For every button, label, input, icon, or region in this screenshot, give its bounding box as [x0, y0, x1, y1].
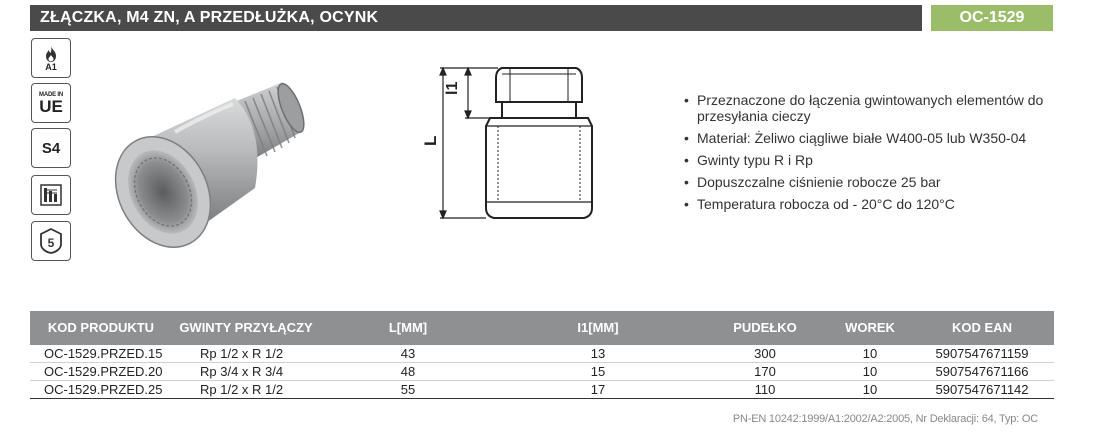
cell-ean: 5907547671142 [910, 381, 1054, 399]
feature-item: • Temperatura robocza od - 20°C do 120°C [684, 196, 1084, 212]
feature-item: • Przeznaczone do łączenia gwintowanych elementów do przesyłania cieczy [684, 92, 1084, 124]
five-label: 5 [47, 236, 55, 250]
table-header-row [30, 311, 1054, 345]
s4-badge [31, 128, 71, 168]
s4-label: S4 [41, 139, 61, 157]
fire-class-badge [31, 38, 71, 78]
technical-drawing [410, 60, 610, 230]
cell-box: 170 [700, 363, 830, 381]
dimension-l1-label: l1 [444, 81, 461, 95]
table-row [30, 345, 1054, 363]
header-length: L[MM] [320, 311, 496, 345]
made-in-label: MADE IN [39, 91, 63, 98]
gates-badge [31, 175, 71, 215]
feature-item: • Dopuszczalne ciśnienie robocze 25 bar [684, 174, 1084, 190]
fire-class-label: A1 [45, 61, 57, 72]
feature-list [684, 92, 1084, 218]
header-threads: GWINTY PRZYŁĄCZY [172, 311, 320, 345]
cell-ean: 5907547671159 [910, 345, 1054, 363]
gates-icon [38, 182, 64, 208]
cell-bag: 10 [830, 381, 910, 399]
cell-l1: 15 [496, 363, 700, 381]
cell-length: 55 [320, 381, 496, 399]
table-row [30, 381, 1054, 399]
cell-length: 48 [320, 363, 496, 381]
five-shield-icon [38, 227, 64, 255]
feature-item: • Materiał: Żeliwo ciągliwe białe W400-05 lub W350-04 [684, 130, 1084, 146]
ue-label: UE [39, 96, 63, 116]
fire-icon [43, 45, 59, 63]
product-code-badge: OC-1529 [931, 5, 1053, 31]
product-photo [105, 70, 305, 260]
cell-threads: Rp 1/2 x R 1/2 [172, 381, 320, 399]
product-title: ZŁĄCZKA, M4 ZN, A PRZEDŁUŻKA, OCYNK [30, 5, 922, 31]
cell-product-code: OC-1529.PRZED.15 [30, 345, 172, 363]
cell-threads: Rp 1/2 x R 1/2 [172, 345, 320, 363]
cell-bag: 10 [830, 363, 910, 381]
cell-length: 43 [320, 345, 496, 363]
feature-item: • Gwinty typu R i Rp [684, 152, 1084, 168]
header-l1: I1[MM] [496, 311, 700, 345]
five-badge [31, 221, 71, 261]
cell-bag: 10 [830, 345, 910, 363]
table-row [30, 363, 1054, 381]
header-ean: KOD EAN [910, 311, 1054, 345]
cell-box: 300 [700, 345, 830, 363]
cell-ean: 5907547671166 [910, 363, 1054, 381]
standard-footnote: PN-EN 10242:1999/A1:2002/A2:2005, Nr Deklaracji: 64, Typ: OC [732, 413, 1038, 425]
cell-box: 110 [700, 381, 830, 399]
header-bag: WOREK [830, 311, 910, 345]
cell-product-code: OC-1529.PRZED.25 [30, 381, 172, 399]
specification-table [30, 311, 1054, 399]
made-in-ue-badge [31, 83, 71, 123]
header-product-code: KOD PRODUKTU [30, 311, 172, 345]
cell-l1: 17 [496, 381, 700, 399]
cell-l1: 13 [496, 345, 700, 363]
cell-threads: Rp 3/4 x R 3/4 [172, 363, 320, 381]
dimension-L-label: L [421, 135, 440, 146]
cell-product-code: OC-1529.PRZED.20 [30, 363, 172, 381]
header-box: PUDEŁKO [700, 311, 830, 345]
